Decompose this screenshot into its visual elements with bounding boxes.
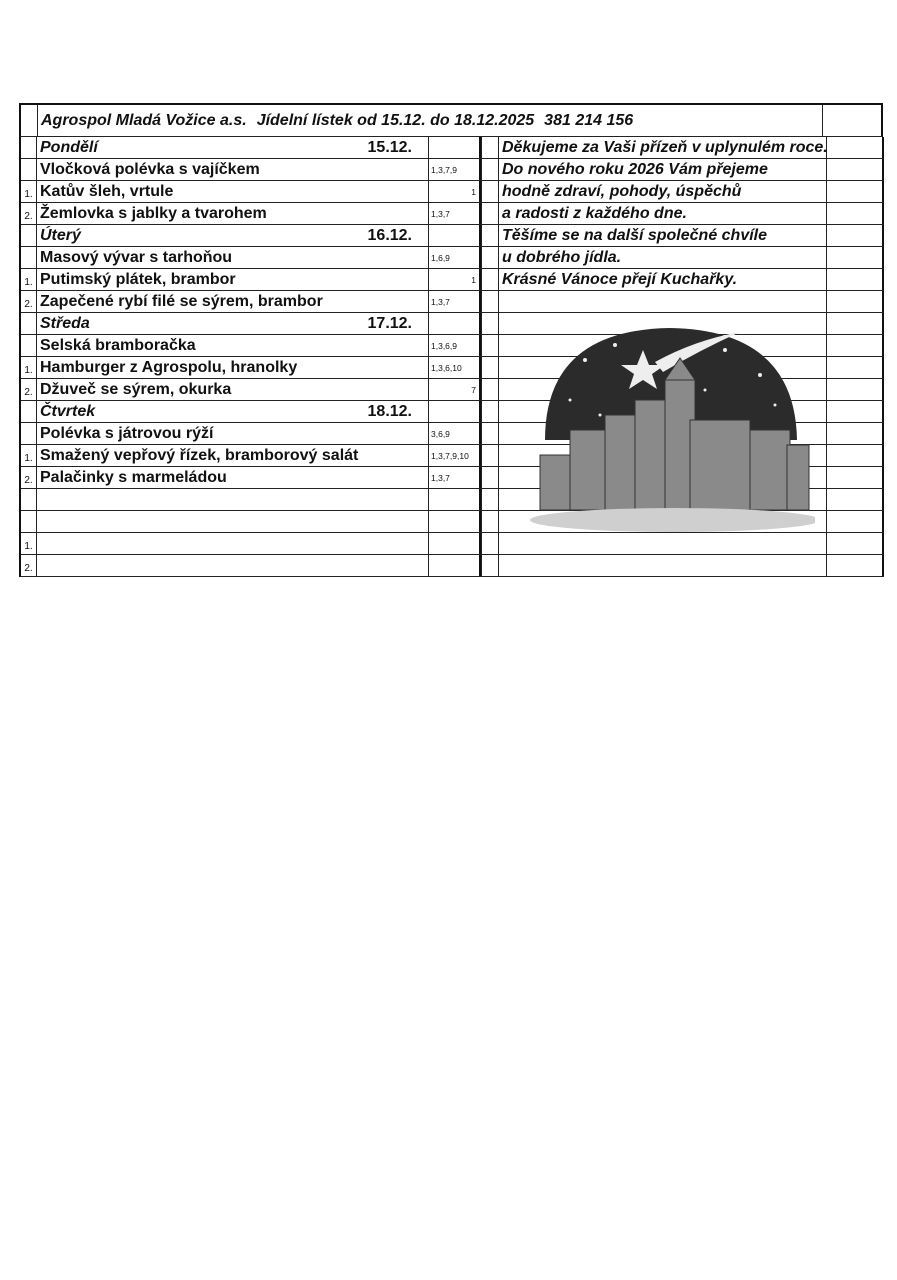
dish-name — [37, 159, 429, 180]
row-number — [21, 225, 37, 246]
row-text: Palačinky s marmeládou — [40, 468, 227, 486]
dish-name — [37, 379, 429, 400]
message-line — [499, 533, 827, 554]
row-number: 2. — [21, 203, 37, 224]
menu-row — [21, 511, 483, 533]
message-row — [482, 247, 884, 269]
message-row — [482, 181, 884, 203]
row-text: Džuveč se sýrem, okurka — [40, 380, 232, 398]
menu-row — [21, 181, 483, 203]
message-line: Krásné Vánoce přejí Kuchařky. — [499, 269, 827, 290]
message-line: u dobrého jídla. — [499, 247, 827, 268]
row-number — [21, 247, 37, 268]
row-number: 1. — [21, 533, 37, 554]
day-name — [37, 137, 429, 158]
message-row — [482, 225, 884, 247]
christmas-town-illustration — [525, 320, 815, 535]
menu-row — [21, 467, 483, 489]
dish-name — [37, 335, 429, 356]
message-row — [482, 137, 884, 159]
row-number: 2. — [21, 291, 37, 312]
row-text: Pondělí — [40, 138, 98, 156]
allergens — [429, 533, 481, 554]
row-text: Masový vývar s tarhoňou — [40, 248, 233, 266]
allergens: 1,3,7 — [429, 467, 481, 488]
allergens: 1,3,7 — [429, 203, 481, 224]
menu-row — [21, 313, 483, 335]
allergens: 1,3,6,9 — [429, 335, 481, 356]
row-number — [21, 335, 37, 356]
row-text: Selská bramboračka — [40, 336, 196, 354]
menu-row — [21, 159, 483, 181]
dish-name — [37, 291, 429, 312]
message-row — [482, 203, 884, 225]
row-number: 1. — [21, 357, 37, 378]
row-text: Hamburger z Agrospolu, hranolky — [40, 358, 298, 376]
row-number — [21, 159, 37, 180]
row-number: 1. — [21, 269, 37, 290]
menu-row — [21, 335, 483, 357]
header-row — [19, 103, 883, 137]
dish-name — [37, 269, 429, 290]
message-line — [499, 291, 827, 312]
allergens — [429, 137, 481, 158]
menu-row — [21, 247, 483, 269]
row-number — [21, 423, 37, 444]
menu-row — [21, 269, 483, 291]
menu-row — [21, 423, 483, 445]
row-number — [21, 313, 37, 334]
menu-row — [21, 357, 483, 379]
row-text: Smažený vepřový řízek, bramborový salát — [40, 446, 359, 464]
row-number: 1. — [21, 181, 37, 202]
row-number — [21, 511, 37, 532]
message-line — [499, 555, 827, 576]
dish-name — [37, 533, 429, 554]
message-line: hodně zdraví, pohody, úspěchů — [499, 181, 827, 202]
day-date: 16.12. — [367, 226, 412, 244]
row-number: 2. — [21, 555, 37, 576]
menu-row — [21, 555, 483, 577]
day-name — [37, 225, 429, 246]
dish-name — [37, 181, 429, 202]
row-number: 2. — [21, 467, 37, 488]
dish-name — [37, 511, 429, 532]
message-line: Těšíme se na další společné chvíle — [499, 225, 827, 246]
row-number — [21, 401, 37, 422]
dish-name — [37, 445, 429, 466]
menu-table — [19, 137, 483, 577]
row-text: Úterý — [40, 226, 81, 244]
message-row — [482, 159, 884, 181]
row-text: Putimský plátek, brambor — [40, 270, 236, 288]
allergens: 7 — [429, 379, 481, 400]
allergens — [429, 511, 481, 532]
dish-name — [37, 203, 429, 224]
message-row — [482, 555, 884, 577]
row-number — [21, 137, 37, 158]
allergens — [429, 555, 481, 576]
dish-name — [37, 357, 429, 378]
dish-name — [37, 423, 429, 444]
day-date: 15.12. — [367, 138, 412, 156]
dish-name — [37, 247, 429, 268]
dish-name — [37, 467, 429, 488]
message-row — [482, 533, 884, 555]
row-text: Vločková polévka s vajíčkem — [40, 160, 260, 178]
day-date: 17.12. — [367, 314, 412, 332]
message-line: Děkujeme za Vaši přízeň v uplynulém roce. — [499, 137, 827, 158]
allergens: 1 — [429, 181, 481, 202]
message-row — [482, 269, 884, 291]
message-line: Do nového roku 2026 Vám přejeme — [499, 159, 827, 180]
day-name — [37, 313, 429, 334]
row-text: Středa — [40, 314, 90, 332]
phone-number: 381 214 156 — [544, 111, 634, 129]
allergens — [429, 489, 481, 510]
menu-title: Jídelní lístek od 15.12. do 18.12.2025 — [256, 111, 535, 129]
row-text: Žemlovka s jablky a tvarohem — [40, 204, 267, 222]
row-text: Zapečené rybí filé se sýrem, brambor — [40, 292, 323, 310]
menu-row — [21, 203, 483, 225]
menu-row — [21, 445, 483, 467]
message-row — [482, 291, 884, 313]
row-text: Katův šleh, vrtule — [40, 182, 174, 200]
menu-row — [21, 533, 483, 555]
allergens: 1,3,7 — [429, 291, 481, 312]
menu-row — [21, 291, 483, 313]
allergens: 1,3,7,9 — [429, 159, 481, 180]
menu-row — [21, 225, 483, 247]
menu-row — [21, 137, 483, 159]
row-number — [21, 489, 37, 510]
menu-row — [21, 489, 483, 511]
menu-row — [21, 379, 483, 401]
allergens — [429, 401, 481, 422]
dish-name — [37, 555, 429, 576]
dish-name — [37, 489, 429, 510]
menu-row — [21, 401, 483, 423]
allergens — [429, 225, 481, 246]
row-text: Čtvrtek — [40, 402, 96, 420]
message-line: a radosti z každého dne. — [499, 203, 827, 224]
allergens: 3,6,9 — [429, 423, 481, 444]
row-text: Polévka s játrovou rýží — [40, 424, 214, 442]
allergens: 1,3,6,10 — [429, 357, 481, 378]
day-date: 18.12. — [367, 402, 412, 420]
day-name — [37, 401, 429, 422]
row-number: 1. — [21, 445, 37, 466]
allergens: 1,3,7,9,10 — [429, 445, 481, 466]
allergens — [429, 313, 481, 334]
row-number: 2. — [21, 379, 37, 400]
company-name: Agrospol Mladá Vožice a.s. — [41, 111, 247, 129]
allergens: 1 — [429, 269, 481, 290]
allergens: 1,6,9 — [429, 247, 481, 268]
